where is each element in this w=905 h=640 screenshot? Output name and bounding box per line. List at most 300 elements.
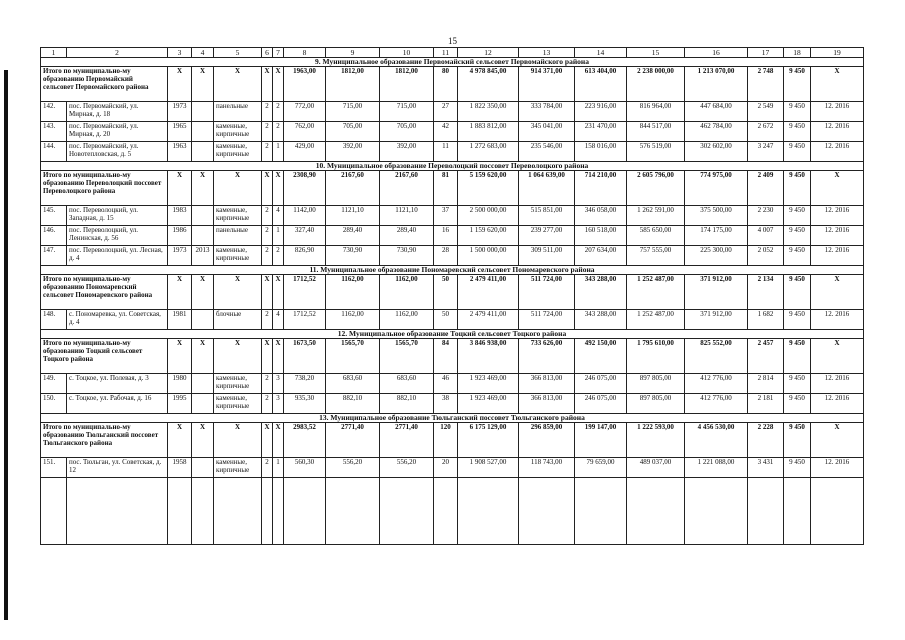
row-cell-7: 4 [273, 310, 284, 330]
row-cell-3: 1963 [168, 142, 192, 162]
row-cell-12: 1 908 527,00 [458, 458, 519, 478]
row-cell-4 [192, 394, 214, 414]
total-cell-16: 825 552,00 [685, 339, 748, 374]
column-number-18: 18 [784, 48, 811, 58]
total-cell-14: 492 150,00 [575, 339, 627, 374]
row-cell-16: 375 500,00 [685, 206, 748, 226]
blank-cell [811, 478, 864, 545]
total-cell-5: X [214, 275, 262, 310]
row-cell-17: 3 431 [748, 458, 784, 478]
column-number-6: 6 [262, 48, 273, 58]
row-cell-7: 3 [273, 394, 284, 414]
row-cell-6: 2 [262, 458, 273, 478]
total-cell-12: 6 175 129,00 [458, 423, 519, 458]
row-cell-10: 705,00 [380, 122, 434, 142]
row-cell-19: 12. 2016 [811, 142, 864, 162]
row-cell-3: 1986 [168, 226, 192, 246]
table-row [41, 246, 864, 266]
row-cell-2: пос. Первомайский, ул. Мирная, д. 18 [67, 102, 168, 122]
row-cell-13: 118 743,00 [519, 458, 575, 478]
row-cell-17: 2 814 [748, 374, 784, 394]
total-cell-8: 1963,00 [284, 67, 326, 102]
total-cell-19: X [811, 339, 864, 374]
row-cell-10: 1121,10 [380, 206, 434, 226]
total-cell-4: X [192, 171, 214, 206]
row-cell-18: 9 450 [784, 458, 811, 478]
row-cell-8: 1712,52 [284, 310, 326, 330]
row-cell-1: 142. [41, 102, 67, 122]
row-cell-3: 1983 [168, 206, 192, 226]
total-cell-17: 2 457 [748, 339, 784, 374]
row-cell-18: 9 450 [784, 246, 811, 266]
row-cell-3: 1973 [168, 102, 192, 122]
section-total-row [41, 423, 864, 458]
total-cell-4: X [192, 339, 214, 374]
row-cell-8: 762,00 [284, 122, 326, 142]
blank-cell [519, 478, 575, 545]
total-label: Итого по муниципально-му образованию Пономаревский сельсовет Пономаревского района [41, 275, 168, 310]
column-number-5: 5 [214, 48, 262, 58]
row-cell-17: 2 230 [748, 206, 784, 226]
row-cell-7: 3 [273, 374, 284, 394]
row-cell-9: 556,20 [326, 458, 380, 478]
row-cell-18: 9 450 [784, 206, 811, 226]
row-cell-8: 772,00 [284, 102, 326, 122]
row-cell-12: 1 923 469,00 [458, 374, 519, 394]
row-cell-14: 79 659,00 [575, 458, 627, 478]
total-cell-18: 9 450 [784, 423, 811, 458]
row-cell-12: 2 479 411,00 [458, 310, 519, 330]
blank-cell [434, 478, 458, 545]
row-cell-17: 2 549 [748, 102, 784, 122]
row-cell-4 [192, 458, 214, 478]
row-cell-18: 9 450 [784, 394, 811, 414]
total-cell-5: X [214, 423, 262, 458]
row-cell-9: 730,90 [326, 246, 380, 266]
total-cell-15: 2 605 796,00 [627, 171, 685, 206]
row-cell-13: 309 511,00 [519, 246, 575, 266]
row-cell-4 [192, 122, 214, 142]
blank-cell [458, 478, 519, 545]
row-cell-2: пос. Тюльган, ул. Советская, д. 12 [67, 458, 168, 478]
section-title: 12. Муниципальное образование Тоцкий сельсовет Тоцкого района [41, 330, 864, 339]
row-cell-19: 12. 2016 [811, 102, 864, 122]
blank-cell [575, 478, 627, 545]
row-cell-2: пос. Первомайский, ул. Новотепловская, д. 5 [67, 142, 168, 162]
row-cell-11: 28 [434, 246, 458, 266]
row-cell-5: каменные, кирпичные [214, 206, 262, 226]
blank-cell [284, 478, 326, 545]
row-cell-14: 158 016,00 [575, 142, 627, 162]
total-cell-12: 2 479 411,00 [458, 275, 519, 310]
row-cell-9: 705,00 [326, 122, 380, 142]
row-cell-13: 366 813,00 [519, 394, 575, 414]
row-cell-8: 1142,00 [284, 206, 326, 226]
section-title-row [41, 414, 864, 423]
blank-cell [748, 478, 784, 545]
row-cell-4 [192, 226, 214, 246]
row-cell-10: 882,10 [380, 394, 434, 414]
row-cell-12: 1 883 812,00 [458, 122, 519, 142]
row-cell-17: 2 181 [748, 394, 784, 414]
total-cell-9: 2167,60 [326, 171, 380, 206]
total-cell-14: 199 147,00 [575, 423, 627, 458]
row-cell-6: 2 [262, 310, 273, 330]
total-cell-10: 2771,40 [380, 423, 434, 458]
row-cell-19: 12. 2016 [811, 122, 864, 142]
row-cell-5: каменные, кирпичные [214, 374, 262, 394]
row-cell-9: 1121,10 [326, 206, 380, 226]
row-cell-10: 715,00 [380, 102, 434, 122]
row-cell-16: 412 776,00 [685, 374, 748, 394]
total-cell-15: 1 222 593,00 [627, 423, 685, 458]
row-cell-18: 9 450 [784, 102, 811, 122]
total-cell-10: 2167,60 [380, 171, 434, 206]
row-cell-4 [192, 374, 214, 394]
row-cell-2: пос. Переволоцкий, ул. Западная, д. 15 [67, 206, 168, 226]
blank-cell [627, 478, 685, 545]
row-cell-13: 366 813,00 [519, 374, 575, 394]
row-cell-15: 897 805,00 [627, 394, 685, 414]
row-cell-1: 146. [41, 226, 67, 246]
total-cell-17: 2 409 [748, 171, 784, 206]
total-cell-11: 81 [434, 171, 458, 206]
row-cell-8: 826,90 [284, 246, 326, 266]
row-cell-1: 148. [41, 310, 67, 330]
row-cell-13: 515 851,00 [519, 206, 575, 226]
row-cell-6: 2 [262, 206, 273, 226]
section-title-row [41, 58, 864, 67]
row-cell-12: 1 500 000,00 [458, 246, 519, 266]
total-cell-15: 1 252 487,00 [627, 275, 685, 310]
row-cell-16: 302 602,00 [685, 142, 748, 162]
column-number-16: 16 [685, 48, 748, 58]
column-number-10: 10 [380, 48, 434, 58]
row-cell-1: 147. [41, 246, 67, 266]
row-cell-7: 2 [273, 246, 284, 266]
column-number-1: 1 [41, 48, 67, 58]
total-cell-13: 511 724,00 [519, 275, 575, 310]
row-cell-2: пос. Первомайский, ул. Мирная, д. 20 [67, 122, 168, 142]
row-cell-18: 9 450 [784, 122, 811, 142]
table-row [41, 226, 864, 246]
section-total-row [41, 67, 864, 102]
row-cell-5: каменные, кирпичные [214, 246, 262, 266]
row-cell-12: 1 822 350,00 [458, 102, 519, 122]
blank-cell [784, 478, 811, 545]
total-cell-19: X [811, 67, 864, 102]
section-total-row [41, 339, 864, 374]
row-cell-5: блочные [214, 310, 262, 330]
total-label: Итого по муниципально-му образованию Переволоцкий поссовет Переволоцкого района [41, 171, 168, 206]
total-cell-11: 50 [434, 275, 458, 310]
row-cell-2: с. Тоцкое, ул. Рабочая, д. 16 [67, 394, 168, 414]
row-cell-10: 1162,00 [380, 310, 434, 330]
row-cell-3: 1980 [168, 374, 192, 394]
total-cell-7: X [273, 171, 284, 206]
total-cell-13: 1 064 639,00 [519, 171, 575, 206]
row-cell-16: 447 684,00 [685, 102, 748, 122]
row-cell-2: пос. Переволоцкий, ул. Лесная, д. 4 [67, 246, 168, 266]
total-cell-11: 84 [434, 339, 458, 374]
column-number-4: 4 [192, 48, 214, 58]
row-cell-14: 246 075,00 [575, 394, 627, 414]
column-number-9: 9 [326, 48, 380, 58]
row-cell-3: 1958 [168, 458, 192, 478]
total-cell-6: X [262, 423, 273, 458]
row-cell-14: 343 288,00 [575, 310, 627, 330]
row-cell-5: панельные [214, 226, 262, 246]
row-cell-19: 12. 2016 [811, 394, 864, 414]
total-cell-11: 80 [434, 67, 458, 102]
table-row [41, 122, 864, 142]
row-cell-12: 2 500 000,00 [458, 206, 519, 226]
total-cell-14: 343 288,00 [575, 275, 627, 310]
total-cell-6: X [262, 67, 273, 102]
total-cell-16: 4 456 530,00 [685, 423, 748, 458]
blank-cell [168, 478, 192, 545]
row-cell-11: 38 [434, 394, 458, 414]
total-cell-13: 296 859,00 [519, 423, 575, 458]
total-cell-8: 2983,52 [284, 423, 326, 458]
total-cell-12: 4 978 845,00 [458, 67, 519, 102]
table-row [41, 206, 864, 226]
row-cell-4 [192, 102, 214, 122]
row-cell-19: 12. 2016 [811, 246, 864, 266]
total-cell-7: X [273, 275, 284, 310]
row-cell-12: 1 272 683,00 [458, 142, 519, 162]
row-cell-14: 231 470,00 [575, 122, 627, 142]
row-cell-11: 50 [434, 310, 458, 330]
row-cell-7: 1 [273, 458, 284, 478]
row-cell-19: 12. 2016 [811, 206, 864, 226]
row-cell-11: 16 [434, 226, 458, 246]
total-cell-15: 1 795 610,00 [627, 339, 685, 374]
row-cell-2: с. Тоцкое, ул. Полевая, д. 3 [67, 374, 168, 394]
row-cell-5: панельные [214, 102, 262, 122]
column-number-17: 17 [748, 48, 784, 58]
row-cell-11: 27 [434, 102, 458, 122]
blank-cell [685, 478, 748, 545]
row-cell-13: 235 546,00 [519, 142, 575, 162]
row-cell-13: 239 277,00 [519, 226, 575, 246]
total-cell-15: 2 238 000,00 [627, 67, 685, 102]
total-cell-14: 714 210,00 [575, 171, 627, 206]
table-row [41, 394, 864, 414]
row-cell-1: 149. [41, 374, 67, 394]
section-title: 11. Муниципальное образование Пономаревский сельсовет Пономаревского района [41, 266, 864, 275]
total-cell-14: 613 404,00 [575, 67, 627, 102]
table-row [41, 102, 864, 122]
row-cell-7: 1 [273, 142, 284, 162]
total-cell-18: 9 450 [784, 339, 811, 374]
total-cell-5: X [214, 67, 262, 102]
row-cell-7: 2 [273, 102, 284, 122]
blank-cell [380, 478, 434, 545]
row-cell-6: 2 [262, 102, 273, 122]
total-cell-6: X [262, 275, 273, 310]
row-cell-9: 289,40 [326, 226, 380, 246]
column-number-14: 14 [575, 48, 627, 58]
row-cell-6: 2 [262, 142, 273, 162]
total-label: Итого по муниципально-му образованию Тоцкий сельсовет Тоцкого района [41, 339, 168, 374]
row-cell-15: 576 519,00 [627, 142, 685, 162]
row-cell-2: пос. Переволоцкий, ул. Ленинская, д. 56 [67, 226, 168, 246]
total-cell-16: 774 975,00 [685, 171, 748, 206]
row-cell-3: 1973 [168, 246, 192, 266]
blank-cell [67, 478, 168, 545]
row-cell-10: 556,20 [380, 458, 434, 478]
binding-edge [4, 70, 8, 620]
row-cell-5: каменные, кирпичные [214, 122, 262, 142]
total-cell-10: 1812,00 [380, 67, 434, 102]
row-cell-9: 715,00 [326, 102, 380, 122]
row-cell-15: 489 037,00 [627, 458, 685, 478]
row-cell-10: 683,60 [380, 374, 434, 394]
row-cell-6: 2 [262, 226, 273, 246]
row-cell-16: 1 221 088,00 [685, 458, 748, 478]
row-cell-2: с. Пономаревка, ул. Советская, д. 4 [67, 310, 168, 330]
total-cell-16: 371 912,00 [685, 275, 748, 310]
total-cell-10: 1162,00 [380, 275, 434, 310]
row-cell-8: 935,30 [284, 394, 326, 414]
row-cell-4: 2013 [192, 246, 214, 266]
total-cell-6: X [262, 171, 273, 206]
column-number-12: 12 [458, 48, 519, 58]
row-cell-9: 392,00 [326, 142, 380, 162]
row-cell-18: 9 450 [784, 310, 811, 330]
section-total-row [41, 275, 864, 310]
section-title: 10. Муниципальное образование Переволоцкий поссовет Переволоцкого района [41, 162, 864, 171]
row-cell-11: 37 [434, 206, 458, 226]
column-number-7: 7 [273, 48, 284, 58]
row-cell-6: 2 [262, 246, 273, 266]
row-cell-16: 371 912,00 [685, 310, 748, 330]
total-cell-19: X [811, 171, 864, 206]
blank-cell [41, 478, 67, 545]
row-cell-11: 42 [434, 122, 458, 142]
row-cell-8: 738,20 [284, 374, 326, 394]
row-cell-1: 150. [41, 394, 67, 414]
row-cell-10: 392,00 [380, 142, 434, 162]
row-cell-17: 2 052 [748, 246, 784, 266]
row-cell-11: 46 [434, 374, 458, 394]
total-cell-17: 2 228 [748, 423, 784, 458]
row-cell-13: 345 041,00 [519, 122, 575, 142]
total-cell-3: X [168, 67, 192, 102]
total-cell-11: 120 [434, 423, 458, 458]
row-cell-9: 1162,00 [326, 310, 380, 330]
column-number-8: 8 [284, 48, 326, 58]
row-cell-18: 9 450 [784, 374, 811, 394]
row-cell-12: 1 923 469,00 [458, 394, 519, 414]
section-title: 13. Муниципальное образование Тюльганский поссовет Тюльганского района [41, 414, 864, 423]
total-cell-17: 2 748 [748, 67, 784, 102]
row-cell-12: 1 159 620,00 [458, 226, 519, 246]
column-number-11: 11 [434, 48, 458, 58]
section-title-row [41, 162, 864, 171]
row-cell-14: 160 518,00 [575, 226, 627, 246]
row-cell-5: каменные, кирпичные [214, 142, 262, 162]
blank-cell [262, 478, 273, 545]
row-cell-6: 2 [262, 122, 273, 142]
section-total-row [41, 171, 864, 206]
row-cell-14: 223 916,00 [575, 102, 627, 122]
row-cell-8: 429,00 [284, 142, 326, 162]
row-cell-4 [192, 206, 214, 226]
page-number: 15 [448, 36, 457, 46]
table-row [41, 142, 864, 162]
total-cell-19: X [811, 275, 864, 310]
row-cell-6: 2 [262, 374, 273, 394]
total-cell-8: 2308,90 [284, 171, 326, 206]
row-cell-11: 20 [434, 458, 458, 478]
row-cell-17: 2 672 [748, 122, 784, 142]
total-cell-7: X [273, 339, 284, 374]
total-cell-4: X [192, 275, 214, 310]
row-cell-10: 289,40 [380, 226, 434, 246]
total-cell-6: X [262, 339, 273, 374]
total-cell-9: 1812,00 [326, 67, 380, 102]
blank-cell [214, 478, 262, 545]
blank-cell [326, 478, 380, 545]
total-cell-18: 9 450 [784, 67, 811, 102]
row-cell-14: 207 634,00 [575, 246, 627, 266]
column-number-15: 15 [627, 48, 685, 58]
row-cell-9: 882,10 [326, 394, 380, 414]
total-cell-13: 914 371,00 [519, 67, 575, 102]
total-cell-3: X [168, 171, 192, 206]
total-cell-4: X [192, 423, 214, 458]
total-label: Итого по муниципально-му образованию Первомайский сельсовет Первомайского района [41, 67, 168, 102]
total-cell-9: 1565,70 [326, 339, 380, 374]
total-cell-19: X [811, 423, 864, 458]
column-number-13: 13 [519, 48, 575, 58]
row-cell-18: 9 450 [784, 142, 811, 162]
row-cell-14: 246 075,00 [575, 374, 627, 394]
column-number-row [41, 48, 864, 58]
column-number-19: 19 [811, 48, 864, 58]
blank-cell [273, 478, 284, 545]
row-cell-6: 2 [262, 394, 273, 414]
total-label: Итого по муниципально-му образованию Тюльганский поссовет Тюльганского района [41, 423, 168, 458]
row-cell-13: 333 784,00 [519, 102, 575, 122]
total-cell-10: 1565,70 [380, 339, 434, 374]
total-cell-4: X [192, 67, 214, 102]
row-cell-7: 4 [273, 206, 284, 226]
total-cell-9: 1162,00 [326, 275, 380, 310]
row-cell-7: 2 [273, 122, 284, 142]
row-cell-15: 1 262 591,00 [627, 206, 685, 226]
table-row [41, 374, 864, 394]
row-cell-5: каменные, кирпичные [214, 458, 262, 478]
row-cell-1: 144. [41, 142, 67, 162]
row-cell-7: 1 [273, 226, 284, 246]
row-cell-1: 143. [41, 122, 67, 142]
total-cell-12: 3 846 938,00 [458, 339, 519, 374]
row-cell-19: 12. 2016 [811, 374, 864, 394]
row-cell-15: 757 555,00 [627, 246, 685, 266]
total-cell-17: 2 134 [748, 275, 784, 310]
row-cell-15: 897 805,00 [627, 374, 685, 394]
row-cell-15: 1 252 487,00 [627, 310, 685, 330]
row-cell-8: 560,30 [284, 458, 326, 478]
row-cell-17: 4 007 [748, 226, 784, 246]
row-cell-16: 462 784,00 [685, 122, 748, 142]
row-cell-3: 1981 [168, 310, 192, 330]
row-cell-11: 11 [434, 142, 458, 162]
row-cell-19: 12. 2016 [811, 458, 864, 478]
